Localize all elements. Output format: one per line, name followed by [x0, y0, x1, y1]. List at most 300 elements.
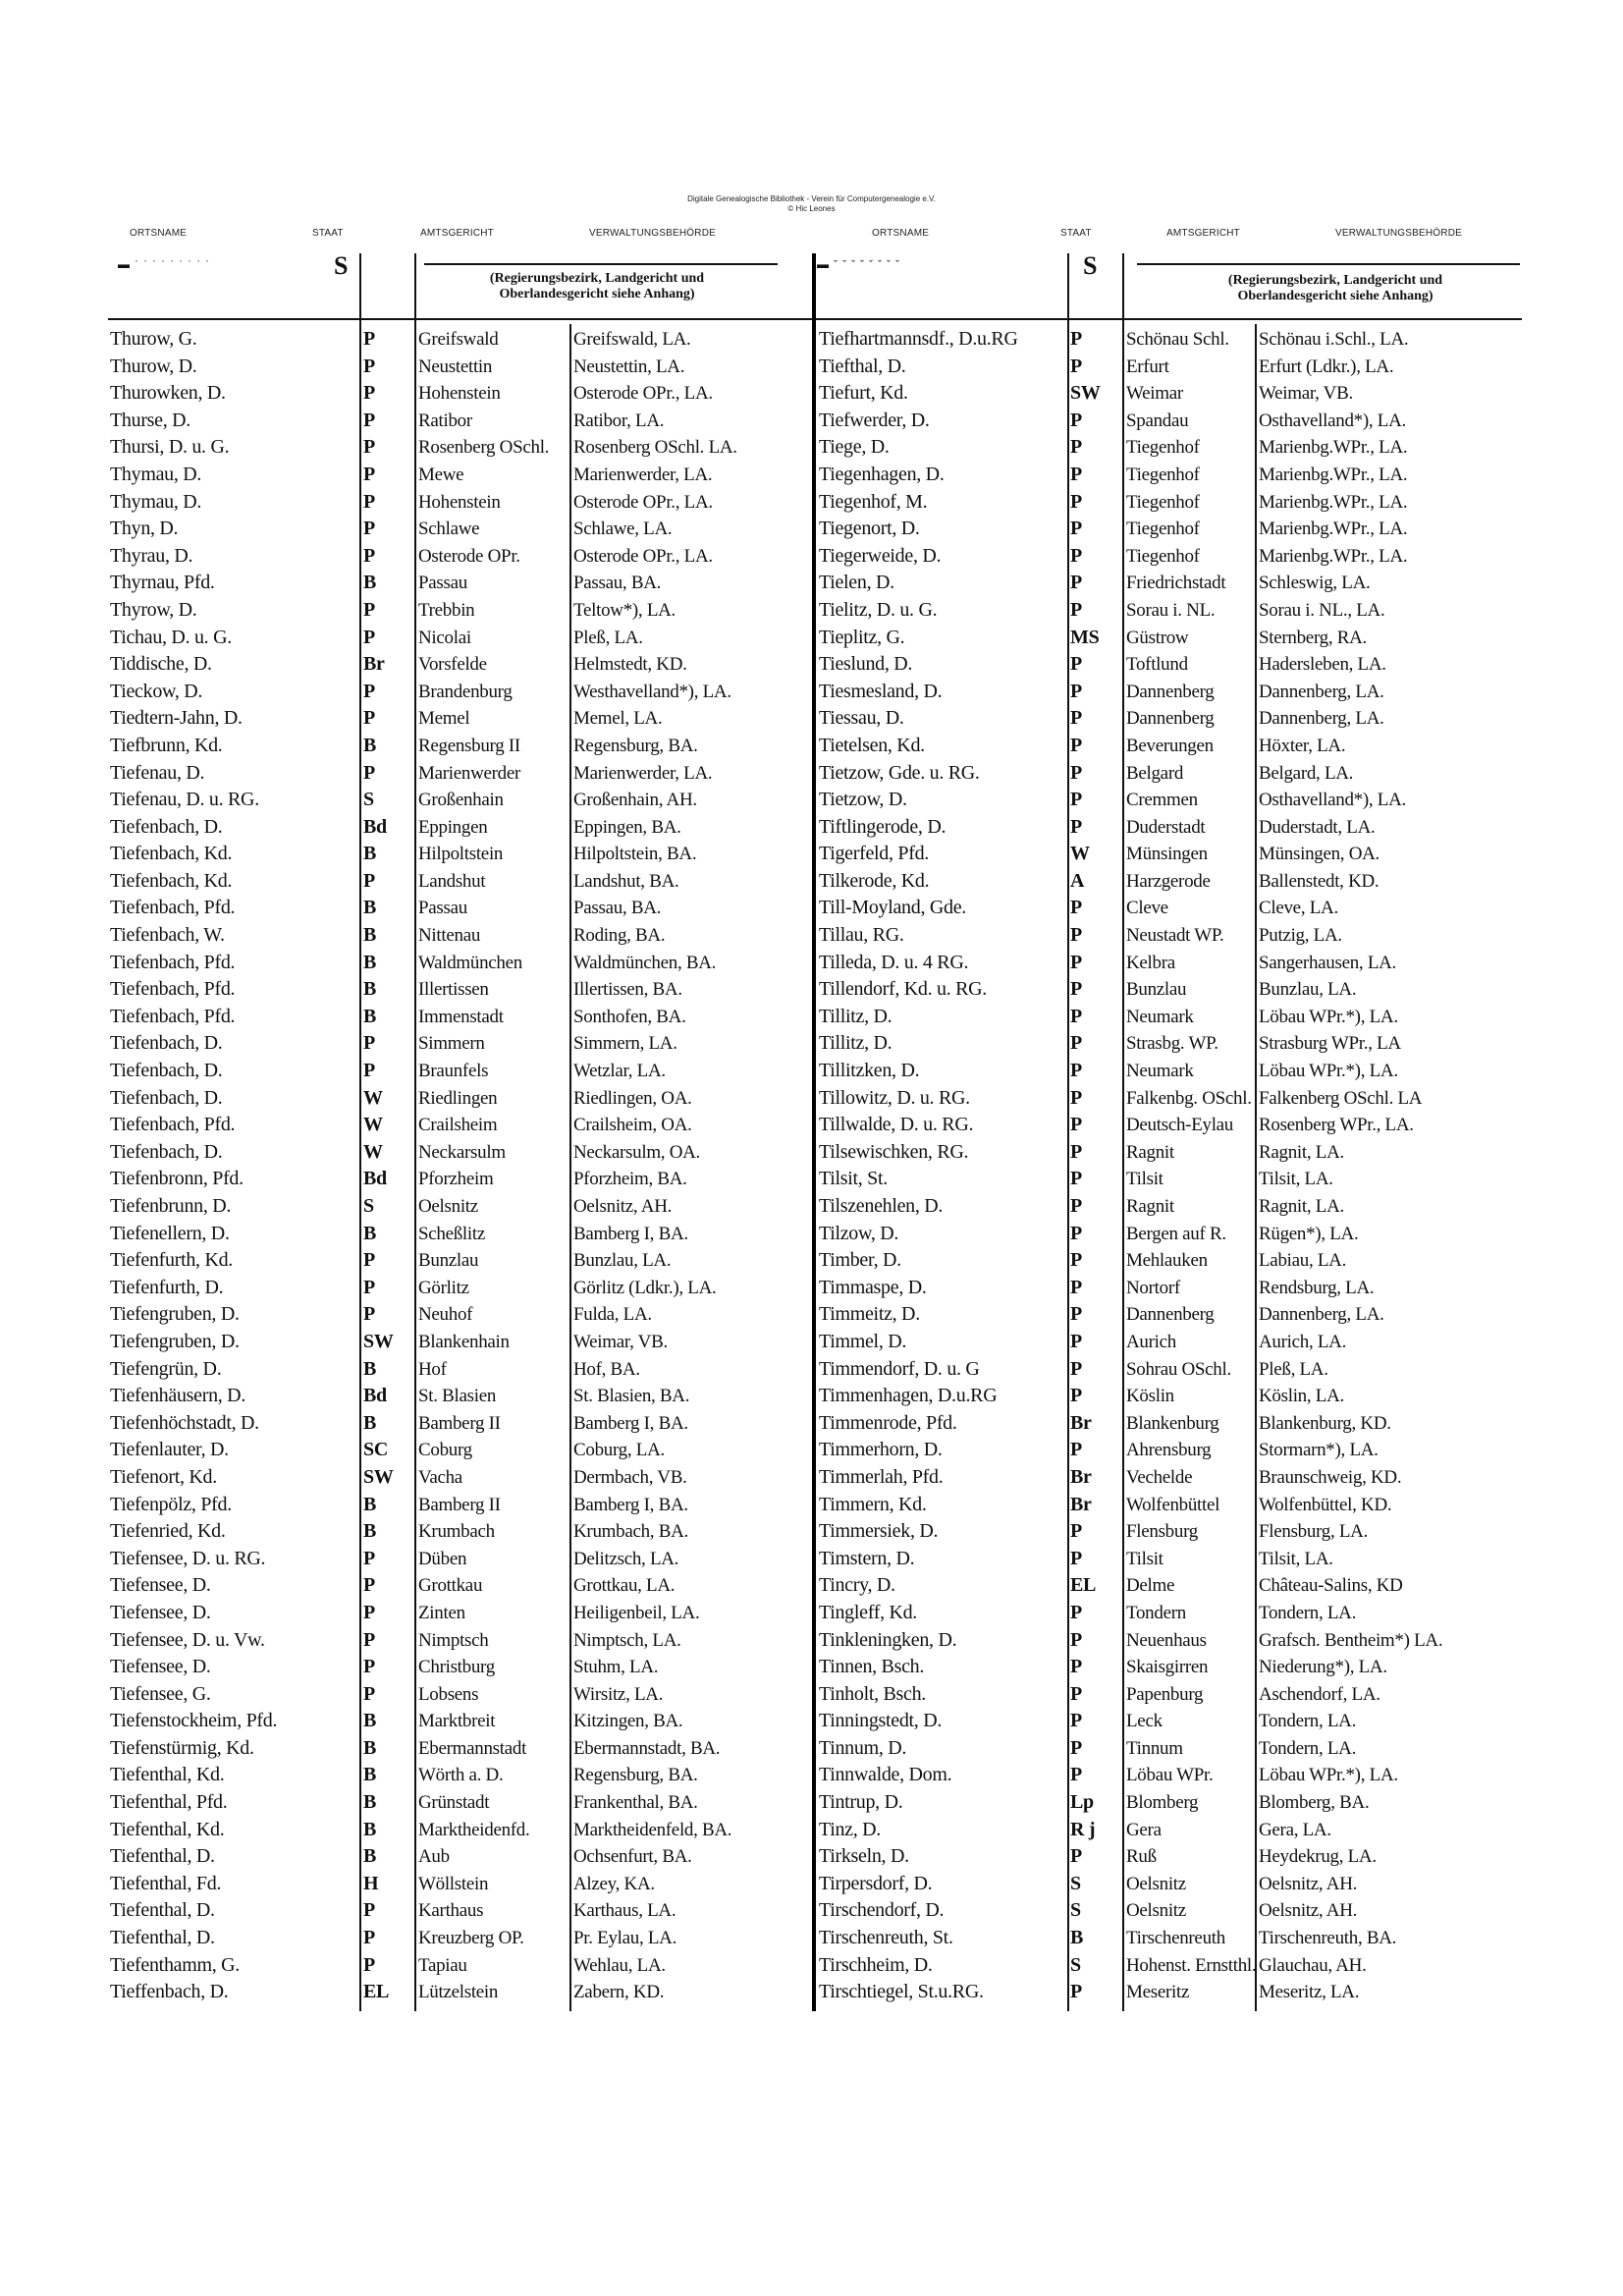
table-row	[110, 434, 812, 462]
table-row	[110, 1085, 812, 1113]
place-name: Tinz, D.	[819, 1818, 881, 1840]
table-row	[819, 1166, 1526, 1193]
administrative-authority: Braunschweig, KD.	[1259, 1466, 1402, 1488]
table-row	[819, 1952, 1526, 1980]
table-row	[110, 1817, 812, 1844]
district-court: Nittenau	[418, 925, 481, 947]
state-code: W	[363, 1114, 383, 1136]
state-code: P	[1070, 897, 1082, 919]
administrative-authority: Gera, LA.	[1259, 1819, 1331, 1840]
state-code: P	[363, 1574, 375, 1597]
administrative-authority: Sorau i. NL., LA.	[1259, 599, 1385, 621]
district-court: Hohenst. Ernstthl.	[1126, 1954, 1256, 1976]
table-row	[819, 1464, 1526, 1492]
administrative-authority: Blankenburg, KD.	[1259, 1412, 1391, 1434]
district-court: Tilsit	[1126, 1548, 1163, 1569]
administrative-authority: Ragnit, LA.	[1259, 1196, 1344, 1217]
administrative-authority: Dermbach, VB.	[573, 1466, 687, 1488]
place-name: Tiefenried, Kd.	[110, 1520, 226, 1543]
table-row	[819, 1708, 1526, 1735]
state-code: P	[363, 680, 375, 702]
administrative-authority: St. Blasien, BA.	[573, 1386, 690, 1407]
administrative-authority: Westhavelland*), LA.	[573, 681, 731, 702]
district-court: Belgard	[1126, 762, 1184, 784]
place-name: Timmern, Kd.	[819, 1493, 927, 1515]
subheader-note-right	[1159, 273, 1512, 304]
district-court: Waldmünchen	[418, 952, 522, 973]
place-name: Tiefenthal, D.	[110, 1927, 215, 1949]
table-row	[819, 1058, 1526, 1085]
administrative-authority: Sangerhausen, LA.	[1259, 952, 1396, 973]
table-row	[110, 1247, 812, 1275]
administrative-authority: Rendsburg, LA.	[1259, 1277, 1375, 1298]
place-name: Tilleda, D. u. 4 RG.	[819, 951, 969, 973]
state-code: P	[363, 1628, 375, 1651]
administrative-authority: Grafsch. Bentheim*) LA.	[1259, 1629, 1443, 1651]
state-code: B	[1070, 1927, 1084, 1949]
district-court: Passau	[418, 898, 467, 919]
administrative-authority: Roding, BA.	[573, 925, 666, 947]
district-court: Braunfels	[418, 1061, 489, 1082]
place-name: Tiefenthal, D.	[110, 1845, 215, 1868]
place-name: Tiegenhagen, D.	[819, 463, 945, 485]
place-name: Timmaspe, D.	[819, 1276, 927, 1298]
place-name: Tiefenau, D. u. RG.	[110, 789, 259, 811]
administrative-authority: Osthavelland*), LA.	[1259, 790, 1406, 811]
place-name: Timmeitz, D.	[819, 1303, 920, 1326]
state-code: P	[1070, 1195, 1082, 1217]
state-code: P	[363, 869, 375, 892]
place-name: Timmenrode, Pfd.	[819, 1411, 957, 1434]
district-court: Löbau WPr.	[1126, 1765, 1214, 1786]
place-name: Tiefenthal, Kd.	[110, 1818, 225, 1840]
place-name: Tillitz, D.	[819, 1032, 893, 1055]
district-court: Oelsnitz	[1126, 1873, 1186, 1894]
table-row	[110, 1871, 812, 1898]
district-court: Lützelstein	[418, 1982, 499, 2003]
state-code: B	[363, 1493, 377, 1515]
district-court: Bunzlau	[1126, 979, 1187, 1001]
administrative-authority: Grottkau, LA.	[573, 1575, 676, 1597]
administrative-authority: Crailsheim, OA.	[573, 1115, 692, 1136]
district-court: Sohrau OSchl.	[1126, 1358, 1231, 1380]
administrative-authority: Falkenberg OSchl. LA	[1259, 1087, 1423, 1109]
administrative-authority: Löbau WPr.*), LA.	[1259, 1006, 1398, 1027]
district-court: Grottkau	[418, 1575, 483, 1597]
district-court: Ragnit	[1126, 1196, 1174, 1217]
place-name: Tiefenbach, Kd.	[110, 869, 233, 892]
header-verwaltung-left: VERWALTUNGSBEHÖRDE	[589, 228, 716, 239]
district-court: Gera	[1126, 1819, 1162, 1840]
state-code: P	[1070, 734, 1082, 756]
district-court: Dannenberg	[1126, 1304, 1215, 1326]
table-row	[819, 1925, 1526, 1952]
district-court: Neuhof	[418, 1304, 473, 1326]
place-name: Tinholt, Bsch.	[819, 1682, 926, 1705]
district-court: Meseritz	[1126, 1982, 1190, 2003]
administrative-authority: Osterode OPr., LA.	[573, 491, 713, 513]
state-code: P	[363, 1682, 375, 1705]
state-code: P	[1070, 1222, 1082, 1244]
state-code: SW	[363, 1465, 394, 1488]
state-code: Lp	[1070, 1791, 1094, 1814]
place-name: Tingleff, Kd.	[819, 1601, 918, 1623]
table-row	[110, 1437, 812, 1464]
state-code: B	[363, 572, 377, 594]
place-name: Tieplitz, G.	[819, 626, 905, 648]
state-code: P	[363, 1249, 375, 1272]
district-court: Karthaus	[418, 1900, 484, 1922]
state-code: P	[1070, 951, 1082, 973]
state-code: B	[363, 1357, 377, 1380]
district-court: Mewe	[418, 464, 464, 485]
administrative-authority: Coburg, LA.	[573, 1440, 665, 1461]
state-code: P	[1070, 680, 1082, 702]
place-name: Tiefenbach, Pfd.	[110, 897, 236, 919]
table-row	[819, 1085, 1526, 1113]
state-code: P	[363, 328, 375, 350]
table-row	[110, 1681, 812, 1709]
state-code: B	[363, 951, 377, 973]
administrative-authority: Bunzlau, LA.	[1259, 979, 1357, 1001]
district-court: Düben	[418, 1548, 467, 1569]
place-name: Tiefengrün, D.	[110, 1357, 222, 1380]
staat-symbol-right: S	[1083, 251, 1098, 280]
state-code: P	[1070, 490, 1082, 513]
state-code: B	[363, 1520, 377, 1543]
administrative-authority: Pleß, LA.	[573, 627, 643, 648]
state-code: B	[363, 1736, 377, 1759]
district-court: Tiegenhof	[1126, 437, 1200, 459]
table-row	[819, 1762, 1526, 1789]
place-name: Tinnum, D.	[819, 1736, 907, 1759]
table-row	[819, 760, 1526, 788]
district-court: Neuenhaus	[1126, 1629, 1207, 1651]
district-court: Wöllstein	[418, 1873, 489, 1894]
table-row	[819, 895, 1526, 922]
district-court: Tapiau	[418, 1954, 467, 1976]
place-name: Tillitzken, D.	[819, 1060, 920, 1082]
place-name: Tincry, D.	[819, 1574, 895, 1597]
administrative-authority: Oelsnitz, AH.	[1259, 1873, 1358, 1894]
state-code: P	[1070, 463, 1082, 485]
subheader-note-left	[420, 271, 774, 302]
state-code: W	[363, 1140, 383, 1163]
administrative-authority: Regensburg, BA.	[573, 735, 698, 756]
table-row	[819, 1301, 1526, 1329]
district-court: Großenhain	[418, 790, 504, 811]
state-code: Br	[363, 653, 385, 676]
table-row	[110, 922, 812, 950]
table-row	[110, 408, 812, 435]
table-row	[110, 841, 812, 868]
administrative-authority: Memel, LA.	[573, 708, 663, 730]
administrative-authority: Oelsnitz, AH.	[573, 1196, 673, 1217]
district-court: Hohenstein	[418, 491, 501, 513]
state-code: P	[1070, 1140, 1082, 1163]
table-row	[819, 354, 1526, 381]
state-code: W	[1070, 843, 1090, 865]
place-name: Tiefenstürmig, Kd.	[110, 1736, 254, 1759]
table-row	[110, 354, 812, 381]
table-row	[819, 570, 1526, 597]
district-court: Blankenhain	[418, 1331, 510, 1352]
place-name: Tiefenthal, D.	[110, 1899, 215, 1922]
administrative-authority: Dannenberg, LA.	[1259, 681, 1384, 702]
district-court: Friedrichstadt	[1126, 573, 1226, 594]
administrative-authority: Blomberg, BA.	[1259, 1792, 1370, 1814]
administrative-authority: Marienbg.WPr., LA.	[1259, 491, 1408, 513]
administrative-authority: Strasburg WPr., LA	[1259, 1033, 1401, 1055]
place-name: Tiegenhof, M.	[819, 490, 928, 513]
table-row	[110, 787, 812, 814]
table-row	[819, 380, 1526, 408]
administrative-authority: Simmern, LA.	[573, 1033, 677, 1055]
place-name: Thyrnau, Pfd.	[110, 572, 215, 594]
district-court: Neckarsulm	[418, 1141, 506, 1163]
district-court: Blankenburg	[1126, 1412, 1219, 1434]
table-row	[819, 597, 1526, 625]
table-row	[110, 1464, 812, 1492]
table-row	[110, 625, 812, 652]
state-code: P	[1070, 1845, 1082, 1868]
place-name: Tiefenort, Kd.	[110, 1465, 217, 1488]
state-code: S	[1070, 1953, 1081, 1976]
place-name: Tichau, D. u. G.	[110, 626, 232, 648]
state-code: P	[363, 436, 375, 459]
administrative-authority: Nimptsch, LA.	[573, 1629, 681, 1651]
place-name: Thymau, D.	[110, 463, 202, 485]
table-row	[819, 326, 1526, 354]
administrative-authority: Wirsitz, LA.	[573, 1683, 664, 1705]
table-row	[819, 1681, 1526, 1709]
district-court: Zinten	[418, 1602, 465, 1623]
place-name: Tieffenbach, D.	[110, 1981, 229, 2003]
district-court: Bamberg II	[418, 1494, 501, 1515]
state-code: Br	[1070, 1493, 1092, 1515]
state-code: B	[363, 1222, 377, 1244]
state-code: P	[1070, 1168, 1082, 1190]
place-name: Tielitz, D. u. G.	[819, 598, 938, 621]
district-court: Marienwerder	[418, 762, 521, 784]
administrative-authority: Marienbg.WPr., LA.	[1259, 437, 1408, 459]
table-row	[110, 326, 812, 354]
state-code: P	[1070, 1385, 1082, 1407]
district-court: Trebbin	[418, 599, 475, 621]
district-court: Illertissen	[418, 979, 489, 1001]
district-court: Ruß	[1126, 1846, 1157, 1868]
administrative-authority: Passau, BA.	[573, 898, 662, 919]
place-name: Tiefenbach, D.	[110, 1086, 223, 1109]
district-court: Greifswald	[418, 329, 499, 350]
table-row	[819, 1871, 1526, 1898]
state-code: R j	[1070, 1818, 1096, 1840]
place-name: Tinnen, Bsch.	[819, 1656, 925, 1678]
table-row	[819, 1193, 1526, 1221]
state-code: S	[1070, 1872, 1081, 1894]
place-name: Tiefenbach, Pfd.	[110, 1114, 236, 1136]
place-name: Tiefenthal, Kd.	[110, 1764, 225, 1786]
state-code: B	[363, 734, 377, 756]
table-row	[819, 1572, 1526, 1600]
table-row	[819, 651, 1526, 679]
administrative-authority: Wehlau, LA.	[573, 1954, 666, 1976]
administrative-authority: Köslin, LA.	[1259, 1386, 1344, 1407]
state-code: S	[363, 1195, 374, 1217]
administrative-authority: Dannenberg, LA.	[1259, 1304, 1384, 1326]
administrative-authority: Eppingen, BA.	[573, 816, 681, 838]
administrative-authority: Kitzingen, BA.	[573, 1711, 683, 1732]
district-court: Bunzlau	[418, 1250, 479, 1272]
table-row	[110, 1762, 812, 1789]
table-row	[110, 1492, 812, 1519]
place-name: Tiefenbronn, Pfd.	[110, 1168, 243, 1190]
place-name: Tiefensee, D.	[110, 1574, 211, 1597]
district-court: Ragnit	[1126, 1141, 1174, 1163]
state-code: P	[363, 490, 375, 513]
administrative-authority: Marienbg.WPr., LA.	[1259, 519, 1408, 540]
state-code: P	[363, 463, 375, 485]
state-code: P	[1070, 1357, 1082, 1380]
district-court: Nortorf	[1126, 1277, 1180, 1298]
district-court: Schlawe	[418, 519, 480, 540]
district-court: Hohenstein	[418, 383, 501, 405]
state-code: P	[1070, 1520, 1082, 1543]
place-name: Tiefenau, D.	[110, 761, 205, 784]
administrative-authority: Stormarn*), LA.	[1259, 1440, 1379, 1461]
state-code: P	[1070, 653, 1082, 676]
district-court: Passau	[418, 573, 467, 594]
state-code: S	[1070, 1899, 1081, 1922]
place-name: Tielen, D.	[819, 572, 894, 594]
state-code: P	[1070, 1601, 1082, 1623]
administrative-authority: Pr. Eylau, LA.	[573, 1928, 677, 1949]
district-court: Immenstadt	[418, 1006, 504, 1027]
administrative-authority: Flensburg, LA.	[1259, 1521, 1369, 1543]
administrative-authority: Marienwerder, LA.	[573, 762, 713, 784]
table-row	[110, 950, 812, 977]
administrative-authority: Großenhain, AH.	[573, 790, 697, 811]
table-row	[819, 787, 1526, 814]
administrative-authority: Heydekrug, LA.	[1259, 1846, 1377, 1868]
state-code: P	[1070, 1628, 1082, 1651]
district-court: Bamberg II	[418, 1412, 501, 1434]
state-code: P	[1070, 1086, 1082, 1109]
administrative-authority: Weimar, VB.	[1259, 383, 1353, 405]
left-column-table	[110, 326, 812, 2006]
district-court: Ratibor	[418, 410, 472, 431]
district-court: Riedlingen	[418, 1087, 498, 1109]
state-code: SC	[363, 1439, 388, 1461]
table-row	[110, 1627, 812, 1655]
administrative-authority: Zabern, KD.	[573, 1982, 665, 2003]
district-court: Weimar	[1126, 383, 1183, 405]
table-row	[819, 1112, 1526, 1139]
place-name: Tiefensee, D. u. Vw.	[110, 1628, 265, 1651]
table-row	[110, 1572, 812, 1600]
administrative-authority: Aurich, LA.	[1259, 1331, 1347, 1352]
table-row	[819, 408, 1526, 435]
table-row	[819, 733, 1526, 760]
state-code: P	[1070, 1005, 1082, 1027]
administrative-authority: Ebermannstadt, BA.	[573, 1737, 721, 1759]
state-code: P	[363, 707, 375, 730]
state-code: P	[1070, 1276, 1082, 1298]
state-code: B	[363, 1710, 377, 1732]
state-code: B	[363, 978, 377, 1001]
state-code: P	[1070, 978, 1082, 1001]
district-court: Landshut	[418, 870, 486, 892]
place-name: Tietzow, D.	[819, 789, 907, 811]
state-code: EL	[363, 1981, 390, 2003]
state-code: B	[363, 843, 377, 865]
table-row	[819, 841, 1526, 868]
district-court: Tiegenhof	[1126, 545, 1200, 567]
district-court: Marktbreit	[418, 1711, 496, 1732]
district-court: Pforzheim	[418, 1169, 494, 1190]
table-row	[110, 1329, 812, 1356]
place-name: Tiefenlauter, D.	[110, 1439, 229, 1461]
table-row	[110, 1301, 812, 1329]
administrative-authority: Sternberg, RA.	[1259, 627, 1367, 648]
district-court: Memel	[418, 708, 470, 730]
place-name: Tintrup, D.	[819, 1791, 903, 1814]
header-ornament-right: ▬ ˇ ˇ ˇ ˇ ˇ ˇ ˇ ˇ	[817, 257, 900, 271]
district-court: Skaisgirren	[1126, 1657, 1209, 1678]
state-code: P	[363, 409, 375, 431]
administrative-authority: Regensburg, BA.	[573, 1765, 698, 1786]
table-row	[819, 1437, 1526, 1464]
state-code: P	[1070, 328, 1082, 350]
table-row	[110, 597, 812, 625]
table-row	[110, 651, 812, 679]
administrative-authority: Frankenthal, BA.	[573, 1792, 698, 1814]
district-court: Deutsch-Eylau	[1126, 1115, 1234, 1136]
state-code: P	[1070, 1656, 1082, 1678]
district-court: Krumbach	[418, 1521, 495, 1543]
district-court: Eppingen	[418, 816, 488, 838]
district-court: Dannenberg	[1126, 681, 1215, 702]
table-row	[819, 1221, 1526, 1248]
state-code: Bd	[363, 1385, 387, 1407]
administrative-authority: Bamberg I, BA.	[573, 1494, 688, 1515]
district-court: Vorsfelde	[418, 654, 487, 676]
table-row	[110, 1708, 812, 1735]
district-court: Duderstadt	[1126, 816, 1206, 838]
district-court: Dannenberg	[1126, 708, 1215, 730]
district-court: Lobsens	[418, 1683, 479, 1705]
district-court: Beverungen	[1126, 735, 1214, 756]
place-name: Timmerhorn, D.	[819, 1439, 943, 1461]
place-name: Tiefthal, D.	[819, 355, 906, 377]
district-court: Tilsit	[1126, 1169, 1163, 1190]
state-code: H	[363, 1872, 379, 1894]
table-row	[819, 434, 1526, 462]
district-court: Tondern	[1126, 1602, 1186, 1623]
place-name: Tietzow, Gde. u. RG.	[819, 761, 980, 784]
place-name: Tiefwerder, D.	[819, 409, 930, 431]
administrative-authority: Glauchau, AH.	[1259, 1954, 1367, 1976]
state-code: P	[1070, 409, 1082, 431]
place-name: Tiessau, D.	[819, 707, 904, 730]
administrative-authority: Labiau, LA.	[1259, 1250, 1347, 1272]
table-row	[110, 868, 812, 896]
district-court: Aub	[418, 1846, 450, 1868]
administrative-authority: Rosenberg OSchl. LA.	[573, 437, 737, 459]
place-name: Tiefenthal, Pfd.	[110, 1791, 228, 1814]
table-row	[819, 1817, 1526, 1844]
table-row	[110, 1518, 812, 1546]
